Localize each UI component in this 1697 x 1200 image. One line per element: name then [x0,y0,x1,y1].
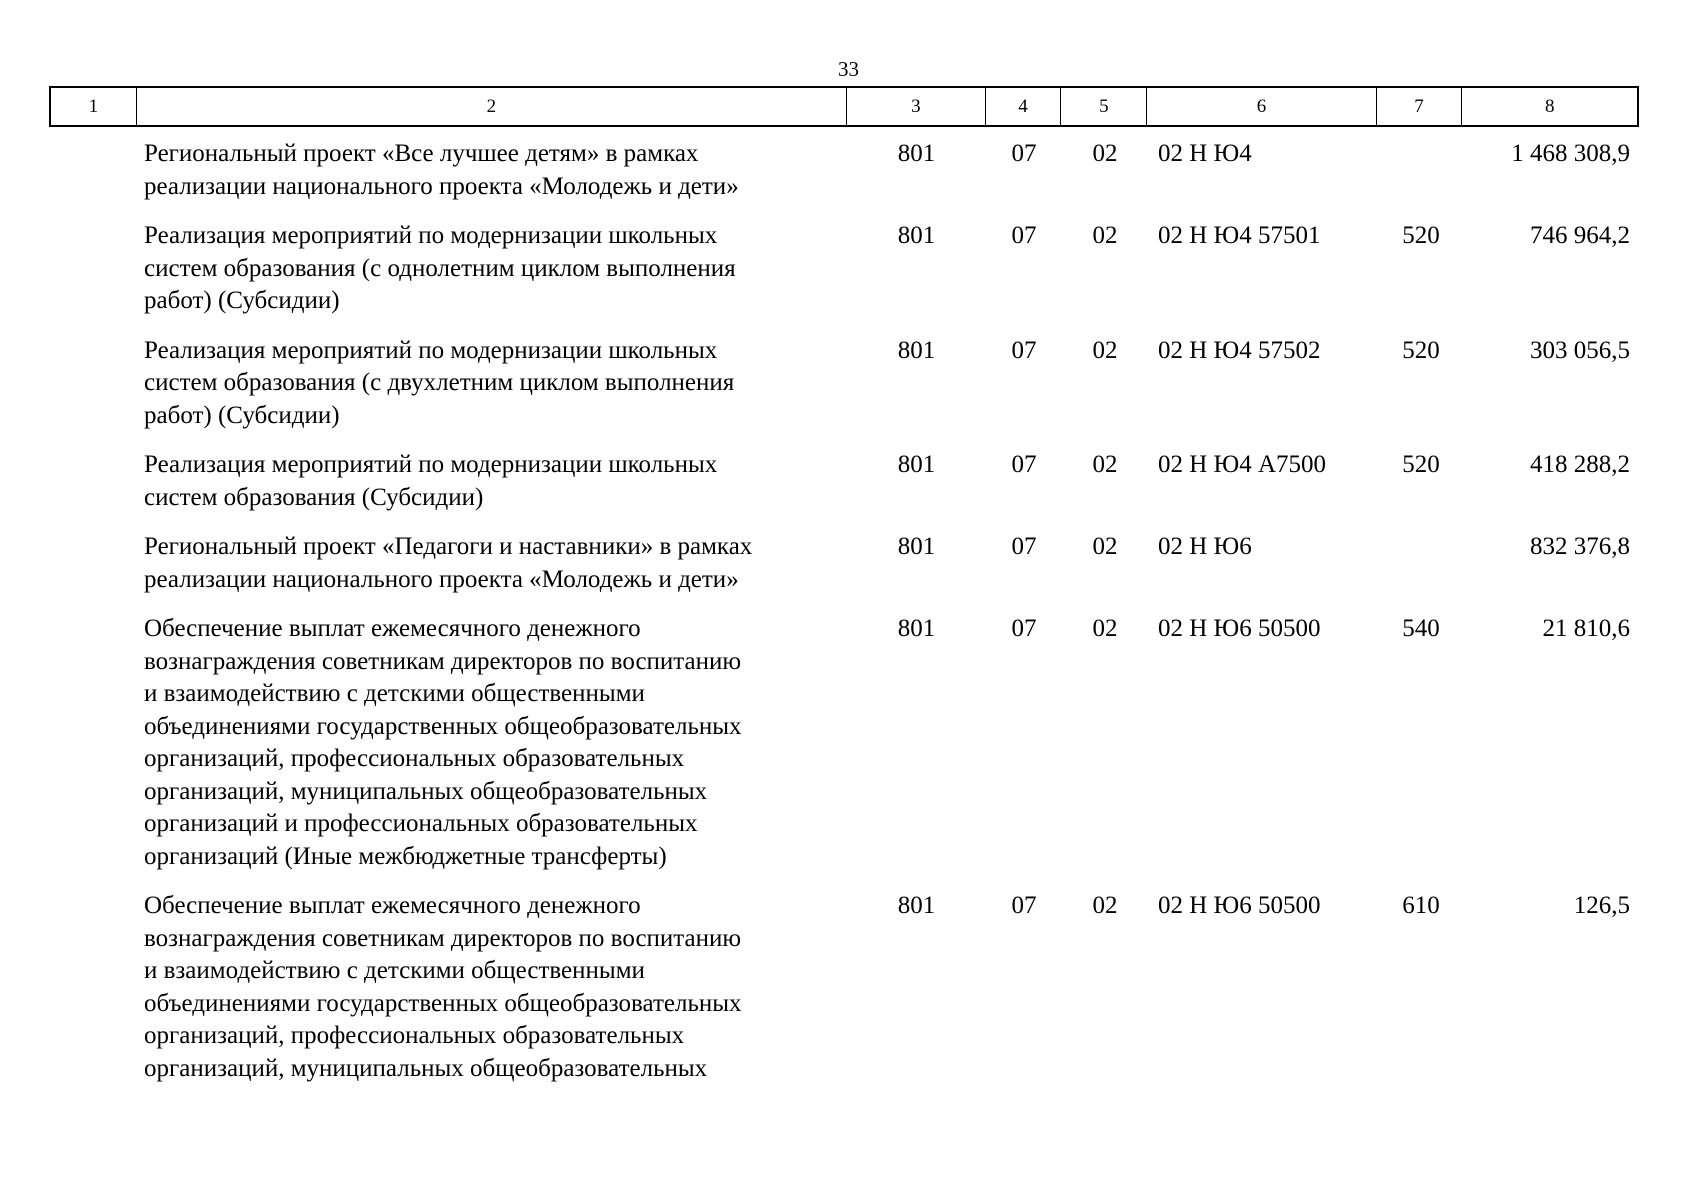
row-target-article: 02 Н Ю4 57502 [1158,336,1321,364]
row-target-article: 02 Н Ю6 50500 [1158,892,1321,919]
table-row [49,220,1639,318]
header-col-3: 3 [847,88,986,125]
row-amount: 1 468 308,9 [1511,140,1630,167]
row-name-line: систем образования (с однолетним циклом выполнения [144,254,736,282]
row-expense-type [1378,531,1464,596]
row-ministry-code: 801 [897,222,936,249]
row-name-line: реализации национального проекта «Молодежь и дети» [144,565,739,593]
header-col-1: 1 [51,88,137,125]
row-expense-type: 520 [1402,451,1440,478]
row-name [49,531,847,596]
row-section: 07 [1011,533,1037,560]
table-row [49,531,1639,596]
row-section: 07 [1011,892,1037,919]
row-name-line: систем образования (Субсидии) [144,483,484,511]
table-row [49,138,1639,203]
row-name-line: Региональный проект «Все лучшее детям» в рамках [144,140,699,167]
table-row [49,890,1639,1085]
table-row [49,613,1639,873]
row-name-line: Реализация мероприятий по модернизации школьных [144,222,718,249]
row-expense-type [1378,138,1464,203]
row-name-line: вознаграждения советникам директоров по воспитанию [144,924,742,952]
row-name-line: организаций (Иные межбюджетные трансферты) [144,842,667,870]
page-number: 33 [838,57,859,81]
row-section: 07 [1011,451,1037,478]
row-target-article: 02 Н Ю4 [1158,140,1252,167]
row-ministry-code: 801 [897,140,936,167]
row-name-line: организаций, муниципальных общеобразовательных [144,777,708,805]
row-subsection: 02 [1092,336,1118,364]
row-name [49,335,847,433]
row-ministry-code: 801 [897,336,936,364]
header-col-7: 7 [1377,88,1463,125]
row-expense-type: 540 [1402,615,1440,642]
row-name-line: организаций, профессиональных образовательных [144,745,685,772]
row-name-line: работ) (Субсидии) [144,401,340,429]
row-expense-type: 520 [1402,336,1440,364]
row-expense-type: 610 [1402,892,1440,919]
row-name-line: организаций и профессиональных образовательных [144,810,698,837]
row-subsection: 02 [1092,140,1118,167]
row-section: 07 [1011,615,1037,642]
row-name-line: и взаимодействию с детскими общественными [144,680,645,707]
row-name-line: работ) (Субсидии) [144,287,340,314]
row-name [49,890,847,1085]
header-col-6: 6 [1147,88,1376,125]
row-ministry-code: 801 [897,451,936,478]
row-target-article: 02 Н Ю4 А7500 [1158,451,1327,478]
row-name-line: организаций, муниципальных общеобразовательных [144,1054,708,1082]
table-header [49,86,1639,127]
row-target-article: 02 Н Ю6 50500 [1158,615,1321,642]
row-ministry-code: 801 [897,892,936,919]
table-body [49,138,1639,1102]
row-subsection: 02 [1092,892,1118,919]
row-name [49,220,847,318]
row-name-line: объединениями государственных общеобразовательных [144,989,742,1017]
table-row [49,335,1639,433]
row-name [49,138,847,203]
row-name [49,449,847,514]
header-col-4: 4 [986,88,1062,125]
header-col-2: 2 [137,88,847,125]
row-name-line: объединениями государственных общеобразовательных [144,712,742,740]
row-subsection: 02 [1092,533,1118,560]
row-name-line: и взаимодействию с детскими общественными [144,957,645,984]
row-subsection: 02 [1092,222,1118,249]
row-name-line: организаций, профессиональных образовательных [144,1022,685,1049]
header-col-8: 8 [1544,96,1555,117]
row-name-line: Региональный проект «Педагоги и наставники» в рамках [144,533,753,560]
row-amount: 418 288,2 [1530,451,1630,478]
row-name-line: Реализация мероприятий по модернизации школьных [144,336,718,364]
row-name-line: вознаграждения советникам директоров по воспитанию [144,647,742,675]
row-subsection: 02 [1092,451,1118,478]
row-section: 07 [1011,222,1037,249]
row-amount: 832 376,8 [1530,533,1630,560]
row-name-line: реализации национального проекта «Молодежь и дети» [144,172,739,200]
row-target-article: 02 Н Ю4 57501 [1158,222,1321,249]
row-expense-type: 520 [1402,222,1440,249]
row-name [49,613,847,873]
row-amount: 303 056,5 [1530,336,1630,364]
row-ministry-code: 801 [897,533,936,560]
row-amount: 21 810,6 [1542,615,1630,642]
table-row [49,449,1639,514]
row-amount: 126,5 [1573,892,1630,919]
row-subsection: 02 [1092,615,1118,642]
header-col-5: 5 [1061,88,1147,125]
row-amount: 746 964,2 [1530,222,1630,249]
row-target-article: 02 Н Ю6 [1158,533,1252,560]
row-section: 07 [1011,140,1037,167]
row-ministry-code: 801 [897,615,936,642]
row-name-line: Реализация мероприятий по модернизации школьных [144,451,718,478]
row-name-line: Обеспечение выплат ежемесячного денежного [144,892,641,919]
row-section: 07 [1011,336,1037,364]
row-name-line: систем образования (с двухлетним циклом выполнения [144,369,735,396]
row-name-line: Обеспечение выплат ежемесячного денежного [144,615,641,642]
